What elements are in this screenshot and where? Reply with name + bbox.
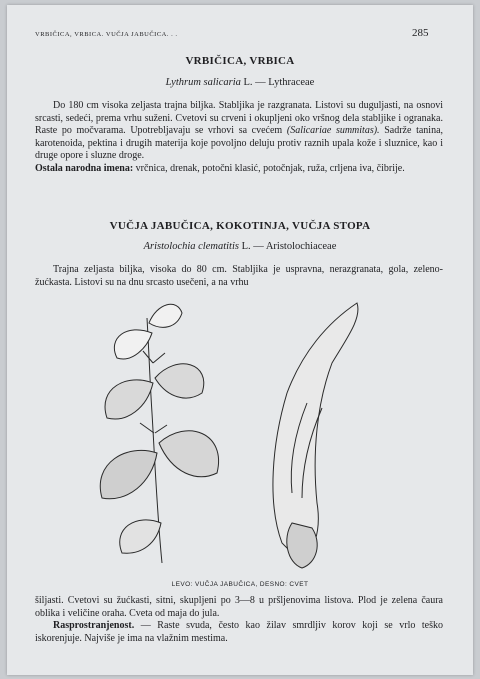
para-tail: Sadrže tanina, karotenoida, pektina i drugih materija koje povoljno deluju protiv raznih upala kože i sluznice, kao i druge opore i sluzne droge. — [35, 125, 444, 161]
other-names-label: Ostala narodna imena: — [35, 162, 134, 174]
distribution-label: Rasprostranjenost. — [53, 620, 135, 631]
page-number: 285 — [412, 27, 429, 39]
leaf — [159, 431, 219, 477]
running-head: VRBIČICA, VRBICA. VUČJA JABUČICA. . . — [35, 31, 178, 38]
flower-ovary — [287, 523, 317, 568]
book-page — [7, 5, 473, 675]
para-text: Do 180 cm visoka zeljasta trajna biljka. Stabljika je razgranata. Listovi su duguljasti, na osnovi srcasti, sedeći, prema vrhu suženi. Cvetovi su crveni i okupljeni oko vršnog dela stabljike i ogranaka. Raste po močvarama. Upotrebljavaju se vrhovi sa cvećem — [35, 100, 443, 136]
flower-tube — [273, 303, 358, 563]
other-names-paragraph — [35, 163, 443, 176]
other-names-text: vrčnica, drenak, potočni klasić, potočnjak, ruža, crljena iva, čibrije. — [133, 162, 405, 174]
section1-body — [35, 100, 443, 175]
leaf — [149, 304, 182, 327]
section-subtitle-vucja-jabucica — [7, 241, 473, 252]
latin-name: Aristolochia clematitis — [143, 241, 239, 252]
leaf — [155, 364, 204, 398]
leaf — [120, 520, 161, 553]
section2-body-bottom — [35, 595, 443, 645]
section-subtitle-vrbicica — [7, 77, 473, 88]
leaf — [105, 380, 153, 419]
section1-paragraph — [35, 100, 443, 163]
section2-body-top — [35, 264, 443, 289]
section-title-vucja-jabucica: VUČJA JABUČICA, KOKOTINJA, VUČJA STOPA — [109, 220, 371, 232]
section-title-vrbicica: VRBIČICA, VRBICA — [185, 55, 295, 67]
distribution-paragraph — [35, 620, 443, 645]
para-italic: (Salicariae summitas). — [286, 125, 380, 136]
botanical-illustration — [77, 293, 417, 578]
latin-author-family: L. — Aristolochiaceae — [238, 241, 337, 252]
distribution-text: — Raste svuda, često kao žilav smrdljiv korov koji se vrlo teško iskorenjuje. Najviše je ima na vlažnim mestima. — [35, 620, 443, 644]
leaf — [100, 450, 157, 498]
illustration-caption: LEVO: VUČJA JABUČICA, DESNO: CVET — [171, 581, 309, 588]
section2-paragraph-continued: šiljasti. Cvetovi su žućkasti, sitni, skupljeni po 3—8 u pršljenovima listova. Plod je zelena čaura oblika i veličine oraha. Cveta od maja do jula. — [35, 595, 443, 619]
section2-paragraph: Trajna zeljasta biljka, visoka do 80 cm. Stabljika je uspravna, nerazgranata, gola, zeleno-žućkasta. Listovi su na dnu srcasto usečeni, a na vrhu — [35, 264, 443, 288]
latin-author-family: L. — Lythraceae — [240, 77, 315, 88]
latin-name: Lythrum salicaria — [165, 77, 241, 88]
